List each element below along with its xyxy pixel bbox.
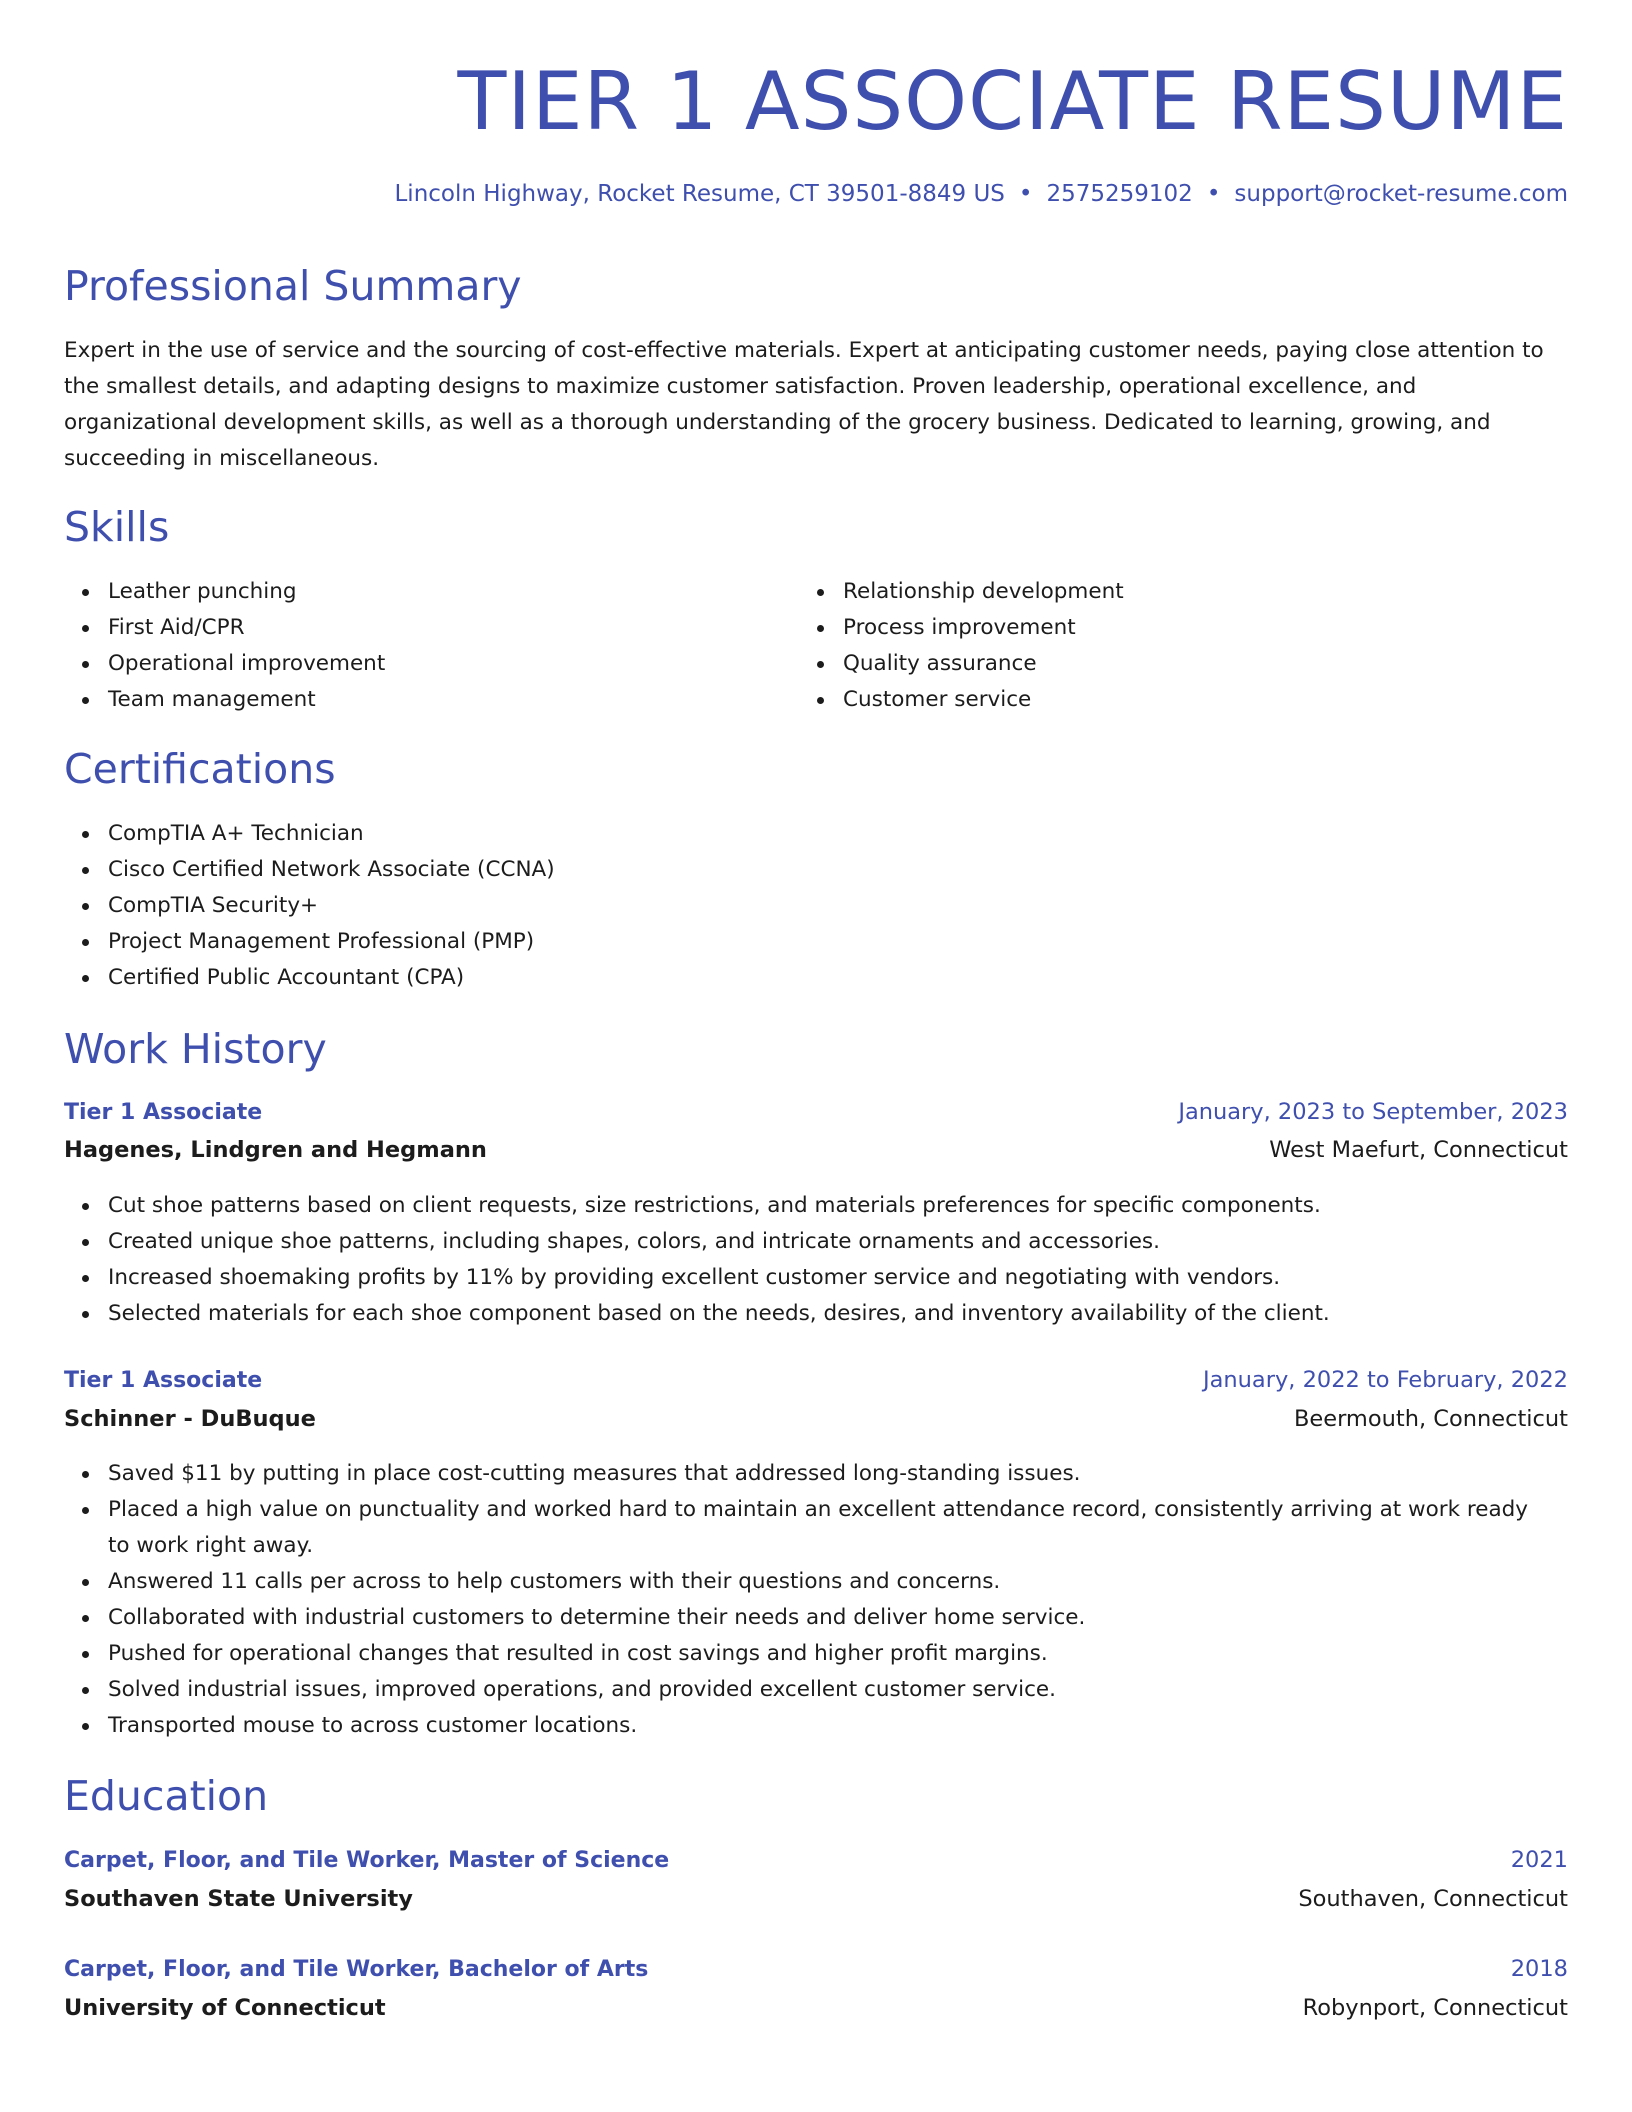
list-item: Relationship development — [843, 574, 1499, 610]
list-item: Collaborated with industrial customers to determine their needs and deliver home service. — [108, 1600, 1532, 1636]
job-title: Tier 1 Associate — [64, 1100, 263, 1125]
job-bullets-block — [64, 1456, 1532, 1744]
section-heading-certifications: Certifications — [64, 745, 336, 793]
job-location: West Maefurt, Connecticut — [1269, 1137, 1568, 1163]
list-item: Pushed for operational changes that resulted in cost savings and higher profit margins. — [108, 1636, 1532, 1672]
list-item: CompTIA Security+ — [108, 888, 1568, 924]
certifications-block — [64, 816, 1568, 996]
skills-list-right — [799, 574, 1499, 718]
education-school: Southaven State University — [64, 1886, 413, 1912]
certifications-list — [64, 816, 1568, 996]
education-degree: Carpet, Floor, and Tile Worker, Master of Science — [64, 1848, 670, 1873]
list-item: Transported mouse to across customer locations. — [108, 1708, 1532, 1744]
education-location: Southaven, Connecticut — [1298, 1886, 1568, 1912]
contact-email[interactable]: support@rocket-resume.com — [1234, 181, 1568, 207]
resume-name: TIER 1 ASSOCIATE RESUME — [457, 55, 1568, 148]
skills-column-right — [799, 574, 1499, 718]
list-item: Selected materials for each shoe component based on the needs, desires, and inventory availability of the client. — [108, 1296, 1568, 1332]
skills-list-left — [64, 574, 764, 718]
education-school-row — [64, 1992, 1568, 2024]
education-year: 2018 — [1510, 1956, 1568, 1982]
job-header-row — [64, 1364, 1568, 1397]
job-title: Tier 1 Associate — [64, 1368, 263, 1393]
section-heading-education: Education — [64, 1772, 269, 1820]
job-location: Beermouth, Connecticut — [1293, 1406, 1568, 1432]
job-company-row — [64, 1403, 1568, 1435]
list-item: CompTIA A+ Technician — [108, 816, 1568, 852]
summary-text: Expert in the use of service and the sourcing of cost-effective materials. Expert at anticipating customer needs, paying close attention to the smallest details, and adapting designs to maximize customer satisfaction. Proven leadership, operational excellence, and organizational development skills, as well as a thorough understanding of the grocery business. Dedicated to learning, growing, and succeeding in miscellaneous. — [64, 338, 1544, 471]
contact-address: Lincoln Highway, Rocket Resume, CT 39501-8849 US — [394, 181, 1005, 207]
job-dates: January, 2023 to September, 2023 — [1178, 1099, 1568, 1125]
job-company: Hagenes, Lindgren and Hegmann — [64, 1137, 487, 1163]
job-dates: January, 2022 to February, 2022 — [1202, 1367, 1568, 1393]
list-item: Solved industrial issues, improved operations, and provided excellent customer service. — [108, 1672, 1532, 1708]
section-heading-summary: Professional Summary — [64, 262, 522, 310]
list-item: Cisco Certified Network Associate (CCNA) — [108, 852, 1568, 888]
list-item: Project Management Professional (PMP) — [108, 924, 1568, 960]
list-item: Customer service — [843, 682, 1499, 718]
list-item: Leather punching — [108, 574, 764, 610]
list-item: Increased shoemaking profits by 11% by providing excellent customer service and negotiating with vendors. — [108, 1260, 1568, 1296]
list-item: Quality assurance — [843, 646, 1499, 682]
education-location: Robynport, Connecticut — [1302, 1995, 1568, 2021]
list-item: Placed a high value on punctuality and worked hard to maintain an excellent attendance record, consistently arriving at work ready to work right away. — [108, 1492, 1532, 1564]
job-header-row — [64, 1096, 1568, 1129]
list-item: Cut shoe patterns based on client requests, size restrictions, and materials preferences for specific components. — [108, 1188, 1568, 1224]
education-year: 2021 — [1510, 1847, 1568, 1873]
list-item: Process improvement — [843, 610, 1499, 646]
contact-phone[interactable]: 2575259102 — [1046, 181, 1193, 207]
contact-separator: • — [1206, 181, 1221, 207]
contact-separator: • — [1018, 181, 1033, 207]
job-company-row — [64, 1134, 1568, 1166]
education-header-row — [64, 1953, 1568, 1986]
education-header-row — [64, 1844, 1568, 1877]
job-bullets — [64, 1456, 1532, 1744]
section-heading-work-history: Work History — [64, 1025, 327, 1073]
skills-column-left — [64, 574, 764, 718]
list-item: Team management — [108, 682, 764, 718]
education-degree: Carpet, Floor, and Tile Worker, Bachelor of Arts — [64, 1957, 649, 1982]
job-bullets-block — [64, 1188, 1568, 1332]
job-company: Schinner - DuBuque — [64, 1406, 316, 1432]
list-item: First Aid/CPR — [108, 610, 764, 646]
contact-line — [394, 178, 1568, 210]
list-item: Answered 11 calls per across to help customers with their questions and concerns. — [108, 1564, 1532, 1600]
education-school-row — [64, 1883, 1568, 1915]
list-item: Created unique shoe patterns, including shapes, colors, and intricate ornaments and accessories. — [108, 1224, 1568, 1260]
list-item: Saved $11 by putting in place cost-cutting measures that addressed long-standing issues. — [108, 1456, 1532, 1492]
education-school: University of Connecticut — [64, 1995, 386, 2021]
job-bullets — [64, 1188, 1568, 1332]
list-item: Certified Public Accountant (CPA) — [108, 960, 1568, 996]
section-heading-skills: Skills — [64, 503, 170, 551]
list-item: Operational improvement — [108, 646, 764, 682]
